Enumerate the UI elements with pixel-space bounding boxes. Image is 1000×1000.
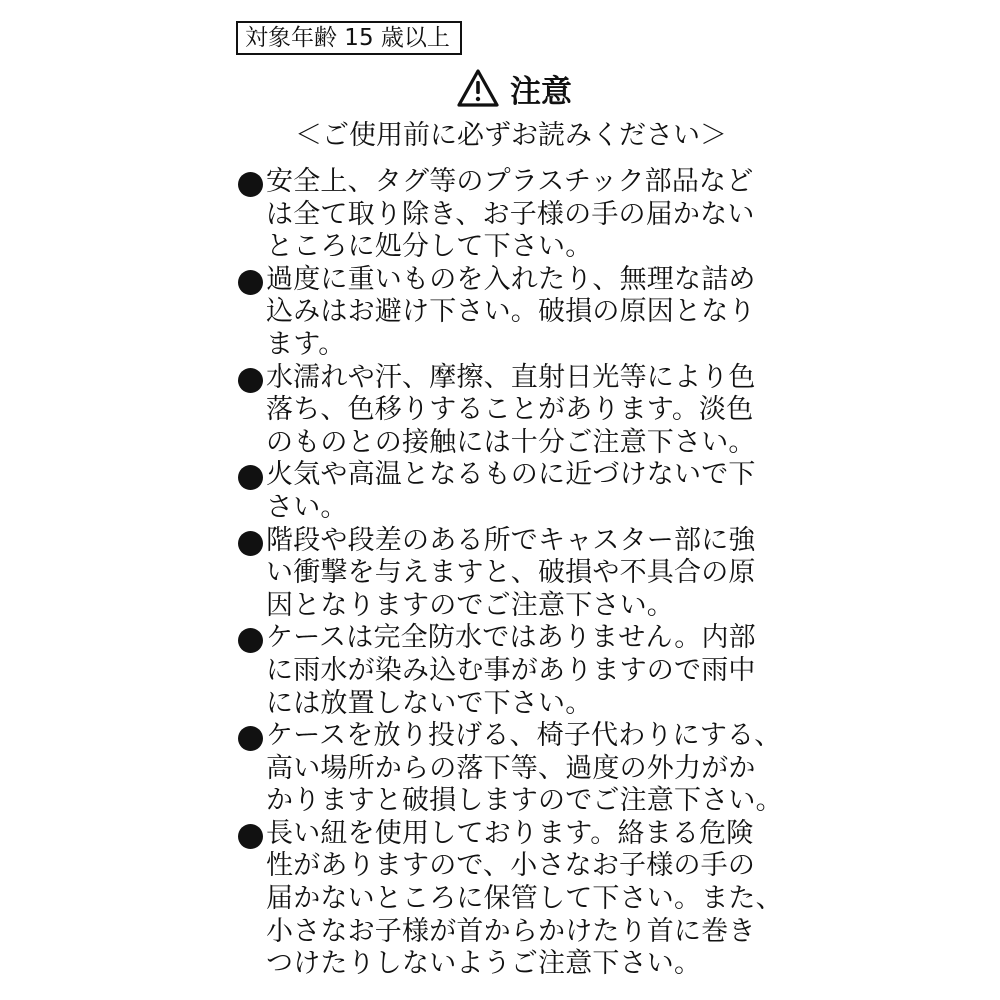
- caution-item-text: [266, 264, 756, 362]
- caution-item-line: ところに処分して下さい。: [266, 231, 593, 263]
- bullet-icon: [238, 465, 263, 490]
- caution-title: 注意: [510, 73, 572, 110]
- caution-item-line: 因となりますのでご注意下さい。: [266, 589, 674, 621]
- caution-item-line: 階段や段差のある所でキャスター部に強: [266, 524, 756, 556]
- caution-item-text: [266, 362, 756, 460]
- caution-item-text: [266, 525, 756, 623]
- caution-item-line: 安全上、タグ等のプラスチック部品など: [266, 166, 754, 197]
- caution-item: [238, 622, 798, 720]
- caution-item: [238, 362, 798, 460]
- bullet-icon: [238, 824, 263, 849]
- caution-item: [238, 525, 798, 623]
- caution-item-line: 火気や高温となるものに近づけないで下: [266, 459, 756, 491]
- bullet-icon: [238, 531, 263, 556]
- caution-item-line: ケースを放り投げる、椅子代わりにする、: [266, 720, 782, 752]
- caution-item-line: 落ち、色移りすることがあります。淡色: [266, 394, 754, 426]
- age-notice-badge: 対象年齢 15 歳以上: [236, 21, 462, 55]
- caution-item-line: つけたりしないようご注意下さい。: [266, 948, 702, 980]
- caution-item-line: さい。: [266, 491, 348, 523]
- caution-item: [238, 264, 798, 362]
- caution-item: [238, 166, 798, 264]
- caution-item-text: [266, 622, 756, 720]
- caution-item-text: [266, 166, 755, 264]
- bullet-icon: [238, 172, 263, 197]
- caution-item: [238, 818, 798, 981]
- caution-item-line: には放置しないで下さい。: [266, 687, 593, 719]
- warning-triangle-icon: [456, 68, 500, 108]
- caution-item-line: 性がありますので、小さなお子様の手の: [266, 850, 756, 882]
- caution-item-line: のものとの接触には十分ご注意下さい。: [266, 426, 756, 458]
- bullet-icon: [238, 368, 263, 393]
- caution-item-line: 小さなお子様が首からかけたり首に巻き: [266, 915, 756, 947]
- caution-list: [238, 166, 798, 981]
- caution-item-text: [266, 720, 783, 818]
- bullet-icon: [238, 270, 263, 295]
- caution-item-text: [266, 459, 756, 524]
- caution-item-line: 過度に重いものを入れたり、無理な詰め: [266, 263, 756, 295]
- caution-item-text: [266, 818, 783, 981]
- caution-item-line: 届かないところに保管して下さい。また、: [266, 883, 783, 915]
- caution-item-line: 水濡れや汗、摩擦、直射日光等により色: [266, 361, 756, 393]
- caution-item-line: い衝撃を与えますと、破損や不具合の原: [266, 557, 756, 589]
- bullet-icon: [238, 726, 263, 751]
- caution-item: [238, 720, 798, 818]
- caution-item: [238, 459, 798, 524]
- caution-item-line: に雨水が染み込む事がありますので雨中: [266, 654, 756, 686]
- caution-item-line: 込みはお避け下さい。破損の原因となり: [266, 296, 756, 328]
- read-before-use-subtitle: ＜ご使用前に必ずお読みください＞: [295, 120, 727, 151]
- caution-item-line: ます。: [266, 328, 346, 360]
- caution-header: [456, 66, 572, 110]
- caution-item-line: かりますと破損しますのでご注意下さい。: [266, 785, 783, 817]
- bullet-icon: [238, 628, 263, 653]
- caution-item-line: 長い紐を使用しております。絡まる危険: [266, 817, 754, 849]
- caution-item-line: 高い場所からの落下等、過度の外力がか: [266, 752, 756, 784]
- caution-item-line: ケースは完全防水ではありません。内部: [266, 622, 756, 654]
- caution-item-line: は全て取り除き、お子様の手の届かない: [266, 198, 755, 230]
